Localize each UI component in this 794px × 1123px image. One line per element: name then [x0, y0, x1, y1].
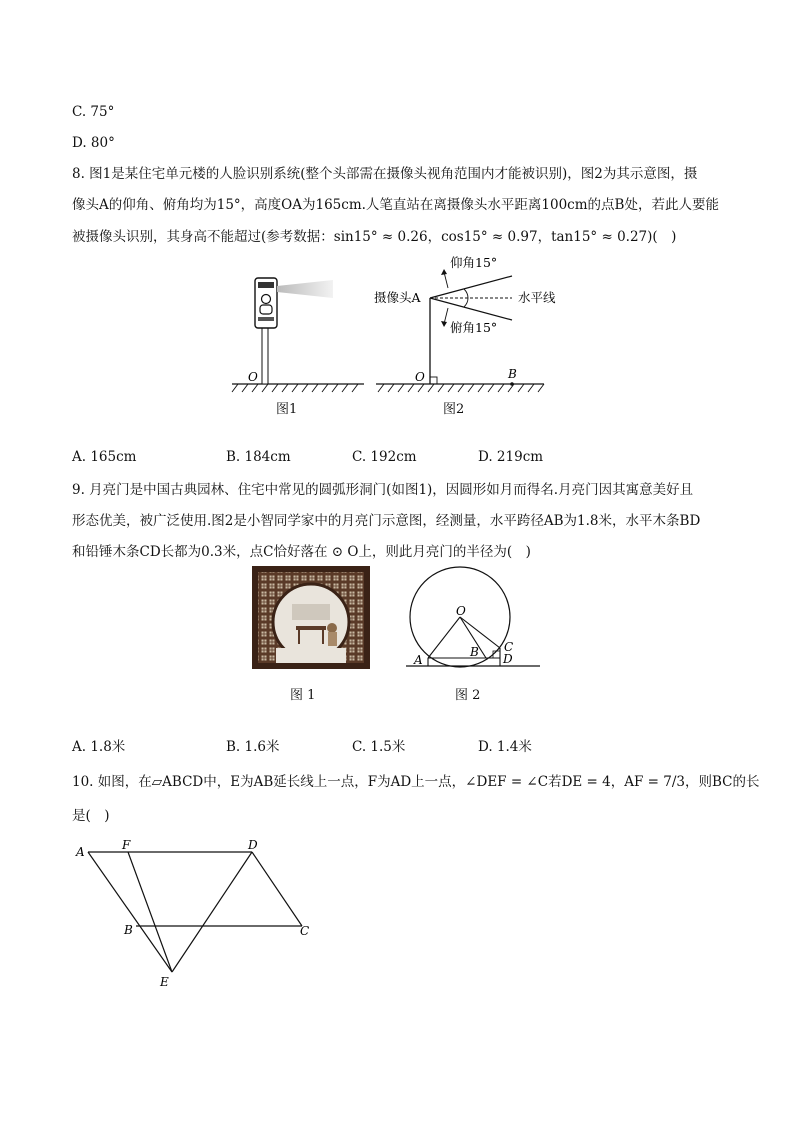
q8-fig2-camera: 摄像头A — [374, 290, 421, 305]
q10-figure-parallelogram — [70, 838, 320, 990]
q8-stem-line-3: 被摄像头识别，其身高不能超过(参考数据：sin15° ≈ 0.26，cos15° ≈ 0.97，tan15° ≈ 0.27)( ) — [72, 229, 677, 245]
q8-stem-line-1: 8. 图1是某住宅单元楼的人脸识别系统(整个头部需在摄像头视角范围内才能被识别)，图2为其示意图，摄 — [72, 166, 698, 182]
q8-option-b: B. 184cm — [226, 449, 291, 465]
q9-figure-1-photo — [252, 566, 370, 669]
q9-stem-line-1: 9. 月亮门是中国古典园林、住宅中常见的圆弧形洞门(如图1)，因圆形如月而得名.月亮门因其寓意美好且 — [72, 482, 694, 498]
q8-fig1-label-o: O — [248, 370, 258, 384]
q8-option-d: D. 219cm — [478, 449, 544, 465]
q8-figure-2 — [372, 250, 572, 398]
q9-fig2-label-d: D — [503, 652, 513, 666]
q8-fig2-label-o: O — [415, 370, 425, 384]
q9-option-a: A. 1.8米 — [72, 739, 126, 755]
q10-label-e: E — [160, 975, 169, 989]
q9-stem-line-2: 形态优美，被广泛使用.图2是小智同学家中的月亮门示意图，经测量，水平跨径AB为1.8米，水平木条BD — [72, 513, 701, 529]
q8-fig2-caption: 图2 — [443, 402, 465, 417]
q9-stem-line-3: 和铅锤木条CD长都为0.3米，点C恰好落在 ⊙ O上，则此月亮门的半径为( ) — [72, 544, 531, 560]
q9-option-d: D. 1.4米 — [478, 739, 532, 755]
q9-option-c: C. 1.5米 — [352, 739, 406, 755]
q7-option-c: C. 75° — [72, 104, 115, 120]
q7-option-d: D. 80° — [72, 135, 115, 151]
q9-option-b: B. 1.6米 — [226, 739, 280, 755]
q10-label-b: B — [124, 923, 133, 937]
q10-label-f: F — [122, 838, 131, 852]
q10-label-a: A — [76, 845, 85, 859]
q8-fig1-caption: 图1 — [276, 402, 298, 417]
q8-fig2-down-angle: 俯角15° — [450, 320, 498, 335]
q9-fig2-label-b: B — [470, 645, 479, 659]
q8-option-a: A. 165cm — [72, 449, 137, 465]
q9-fig2-label-a: A — [414, 653, 423, 667]
q10-stem-line-2: 是( ) — [72, 808, 110, 824]
q10-label-d: D — [248, 838, 258, 852]
q9-fig2-caption: 图 2 — [455, 688, 481, 703]
q9-fig2-label-c: C — [504, 640, 514, 654]
q8-stem-line-2: 像头A的仰角、俯角均为15°，高度OA为165cm.人笔直站在离摄像头水平距离100cm的点B处，若此人要能 — [72, 197, 719, 213]
q10-label-c: C — [300, 924, 310, 938]
q8-figure-1 — [228, 270, 368, 398]
q9-fig1-caption: 图 1 — [290, 688, 316, 703]
q9-figure-2 — [400, 566, 545, 670]
q8-fig2-up-angle: 仰角15° — [450, 255, 498, 270]
q8-option-c: C. 192cm — [352, 449, 417, 465]
q8-fig2-horizontal: 水平线 — [518, 290, 556, 305]
q10-stem-line-1: 10. 如图，在▱ABCD中，E为AB延长线上一点，F为AD上一点，∠DEF = ∠C若DE = 4，AF = 7/3，则BC的长 — [72, 774, 760, 790]
q8-fig2-label-b: B — [508, 367, 517, 381]
q9-fig2-label-o: O — [456, 604, 466, 618]
